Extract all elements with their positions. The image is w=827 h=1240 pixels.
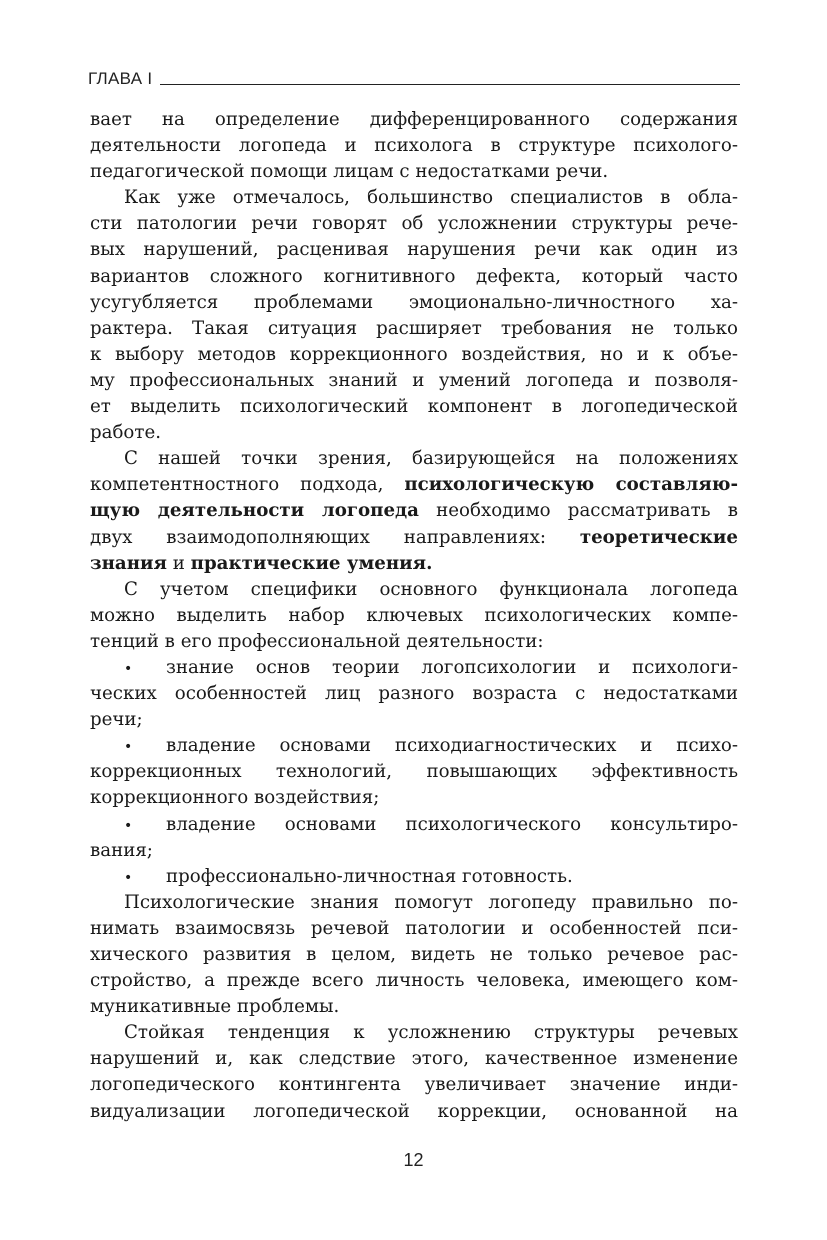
- text-line: логопедического контингента увеличивает значение инди-: [90, 1074, 738, 1096]
- list-item: [90, 655, 738, 733]
- text-line: деятельности логопеда и психолога в структуре психолого-: [90, 135, 738, 157]
- bold-term: практические умения: [190, 552, 427, 574]
- text-line: Психологические знания помогут логопеду правильно по-: [124, 891, 738, 913]
- paragraph-2: [90, 185, 738, 446]
- text-line: му профессиональных знаний и умений логопеда и позволя-: [90, 369, 738, 391]
- text-line: ет выделить психологический компонент в логопедической: [90, 396, 738, 418]
- text-line: речи;: [90, 709, 143, 731]
- bold-term: теоретические: [579, 526, 738, 548]
- body-text: [90, 107, 738, 1125]
- text-line: педагогической помощи лицам с недостатками речи.: [90, 161, 609, 183]
- bullet-icon: •: [124, 739, 133, 756]
- text-line: нарушений и, как следствие этого, качественное изменение: [90, 1048, 738, 1070]
- list-item: [90, 864, 738, 890]
- text-line: [90, 551, 738, 577]
- text-line: коррекционных технологий, повышающих эффективность: [90, 761, 738, 783]
- text-line: тенций в его профессиональной деятельности:: [90, 630, 544, 652]
- text-line: хического развития в целом, видеть не только речевое рас-: [90, 944, 738, 965]
- text-line: [90, 864, 738, 890]
- text-line: [90, 655, 738, 681]
- competence-list: [90, 655, 738, 890]
- paragraph-4: [90, 577, 738, 655]
- page-number: 12: [403, 1150, 424, 1170]
- text-line: стройство, а прежде всего личность человека, имеющего ком-: [90, 970, 738, 992]
- text-line: [90, 472, 738, 498]
- list-item-text: владение основами психологического консультиро-: [166, 813, 738, 835]
- text-run: двух взаимодополняющих направлениях:: [90, 526, 580, 548]
- text-line: рактера. Такая ситуация расширяет требования не только: [90, 317, 738, 339]
- text-line: работе.: [90, 422, 161, 444]
- text-line: муникативные проблемы.: [90, 996, 340, 1018]
- text-line: усугубляется проблемами эмоционально-личностного ха-: [90, 291, 738, 313]
- text-line: С нашей точки зрения, базирующейся на положениях: [124, 448, 738, 470]
- bullet-icon: •: [124, 660, 133, 677]
- text-run: необходимо рассматривать в: [418, 500, 738, 522]
- text-line: нимать взаимосвязь речевой патологии и особенностей пси-: [90, 917, 738, 939]
- bold-term: щую деятельности логопеда: [90, 500, 419, 522]
- list-item-text: владение основами психодиагностических и психо-: [166, 735, 738, 757]
- text-line: коррекционного воздействия;: [90, 787, 380, 809]
- text-line: [90, 812, 738, 838]
- text-run: компетентностного подхода,: [90, 474, 405, 496]
- text-line: видуализации логопедической коррекции, основанной на: [90, 1100, 738, 1122]
- text-line: сти патологии речи говорят об усложнении структуры рече-: [90, 213, 738, 235]
- text-line: Как уже отмечалось, большинство специалистов в обла-: [124, 187, 738, 209]
- list-item-text: знание основ теории логопсихологии и психологи-: [166, 656, 738, 678]
- paragraph-5: [90, 890, 738, 1020]
- paragraph-6: [90, 1020, 738, 1124]
- text-line: С учетом специфики основного функционала логопеда: [124, 578, 738, 600]
- running-header: [88, 66, 740, 88]
- text-line: [90, 498, 738, 524]
- text-line: вых нарушений, расценивая нарушения речи как один из: [90, 239, 738, 261]
- list-item-text: профессионально-личностная готовность.: [166, 865, 573, 887]
- text-line: ческих особенностей лиц разного возраста с недостатками: [90, 683, 738, 705]
- header-rule: [160, 84, 740, 85]
- list-item: [90, 733, 738, 811]
- text-line: [90, 525, 738, 551]
- text-line: [90, 733, 738, 759]
- text-line: вариантов сложного когнитивного дефекта, который часто: [90, 265, 738, 287]
- text-line: Стойкая тенденция к усложнению структуры речевых: [124, 1022, 738, 1044]
- text-line: к выбору методов коррекционного воздействия, но и к объе-: [90, 343, 738, 365]
- chapter-label: ГЛАВА I: [88, 69, 153, 88]
- bold-term: психологическую составляю-: [404, 474, 738, 496]
- paragraph-1: [90, 107, 738, 185]
- text-run: и: [166, 552, 191, 574]
- bullet-icon: •: [124, 817, 133, 834]
- bullet-icon: •: [124, 869, 133, 886]
- list-item: [90, 812, 738, 864]
- bold-term: знания: [90, 552, 167, 574]
- text-line: можно выделить набор ключевых психологических компе-: [90, 604, 738, 626]
- text-run: .: [426, 552, 433, 574]
- text-line: вания;: [90, 839, 153, 861]
- paragraph-3: [90, 446, 738, 576]
- text-line: вает на определение дифференцированного содержания: [90, 109, 738, 130]
